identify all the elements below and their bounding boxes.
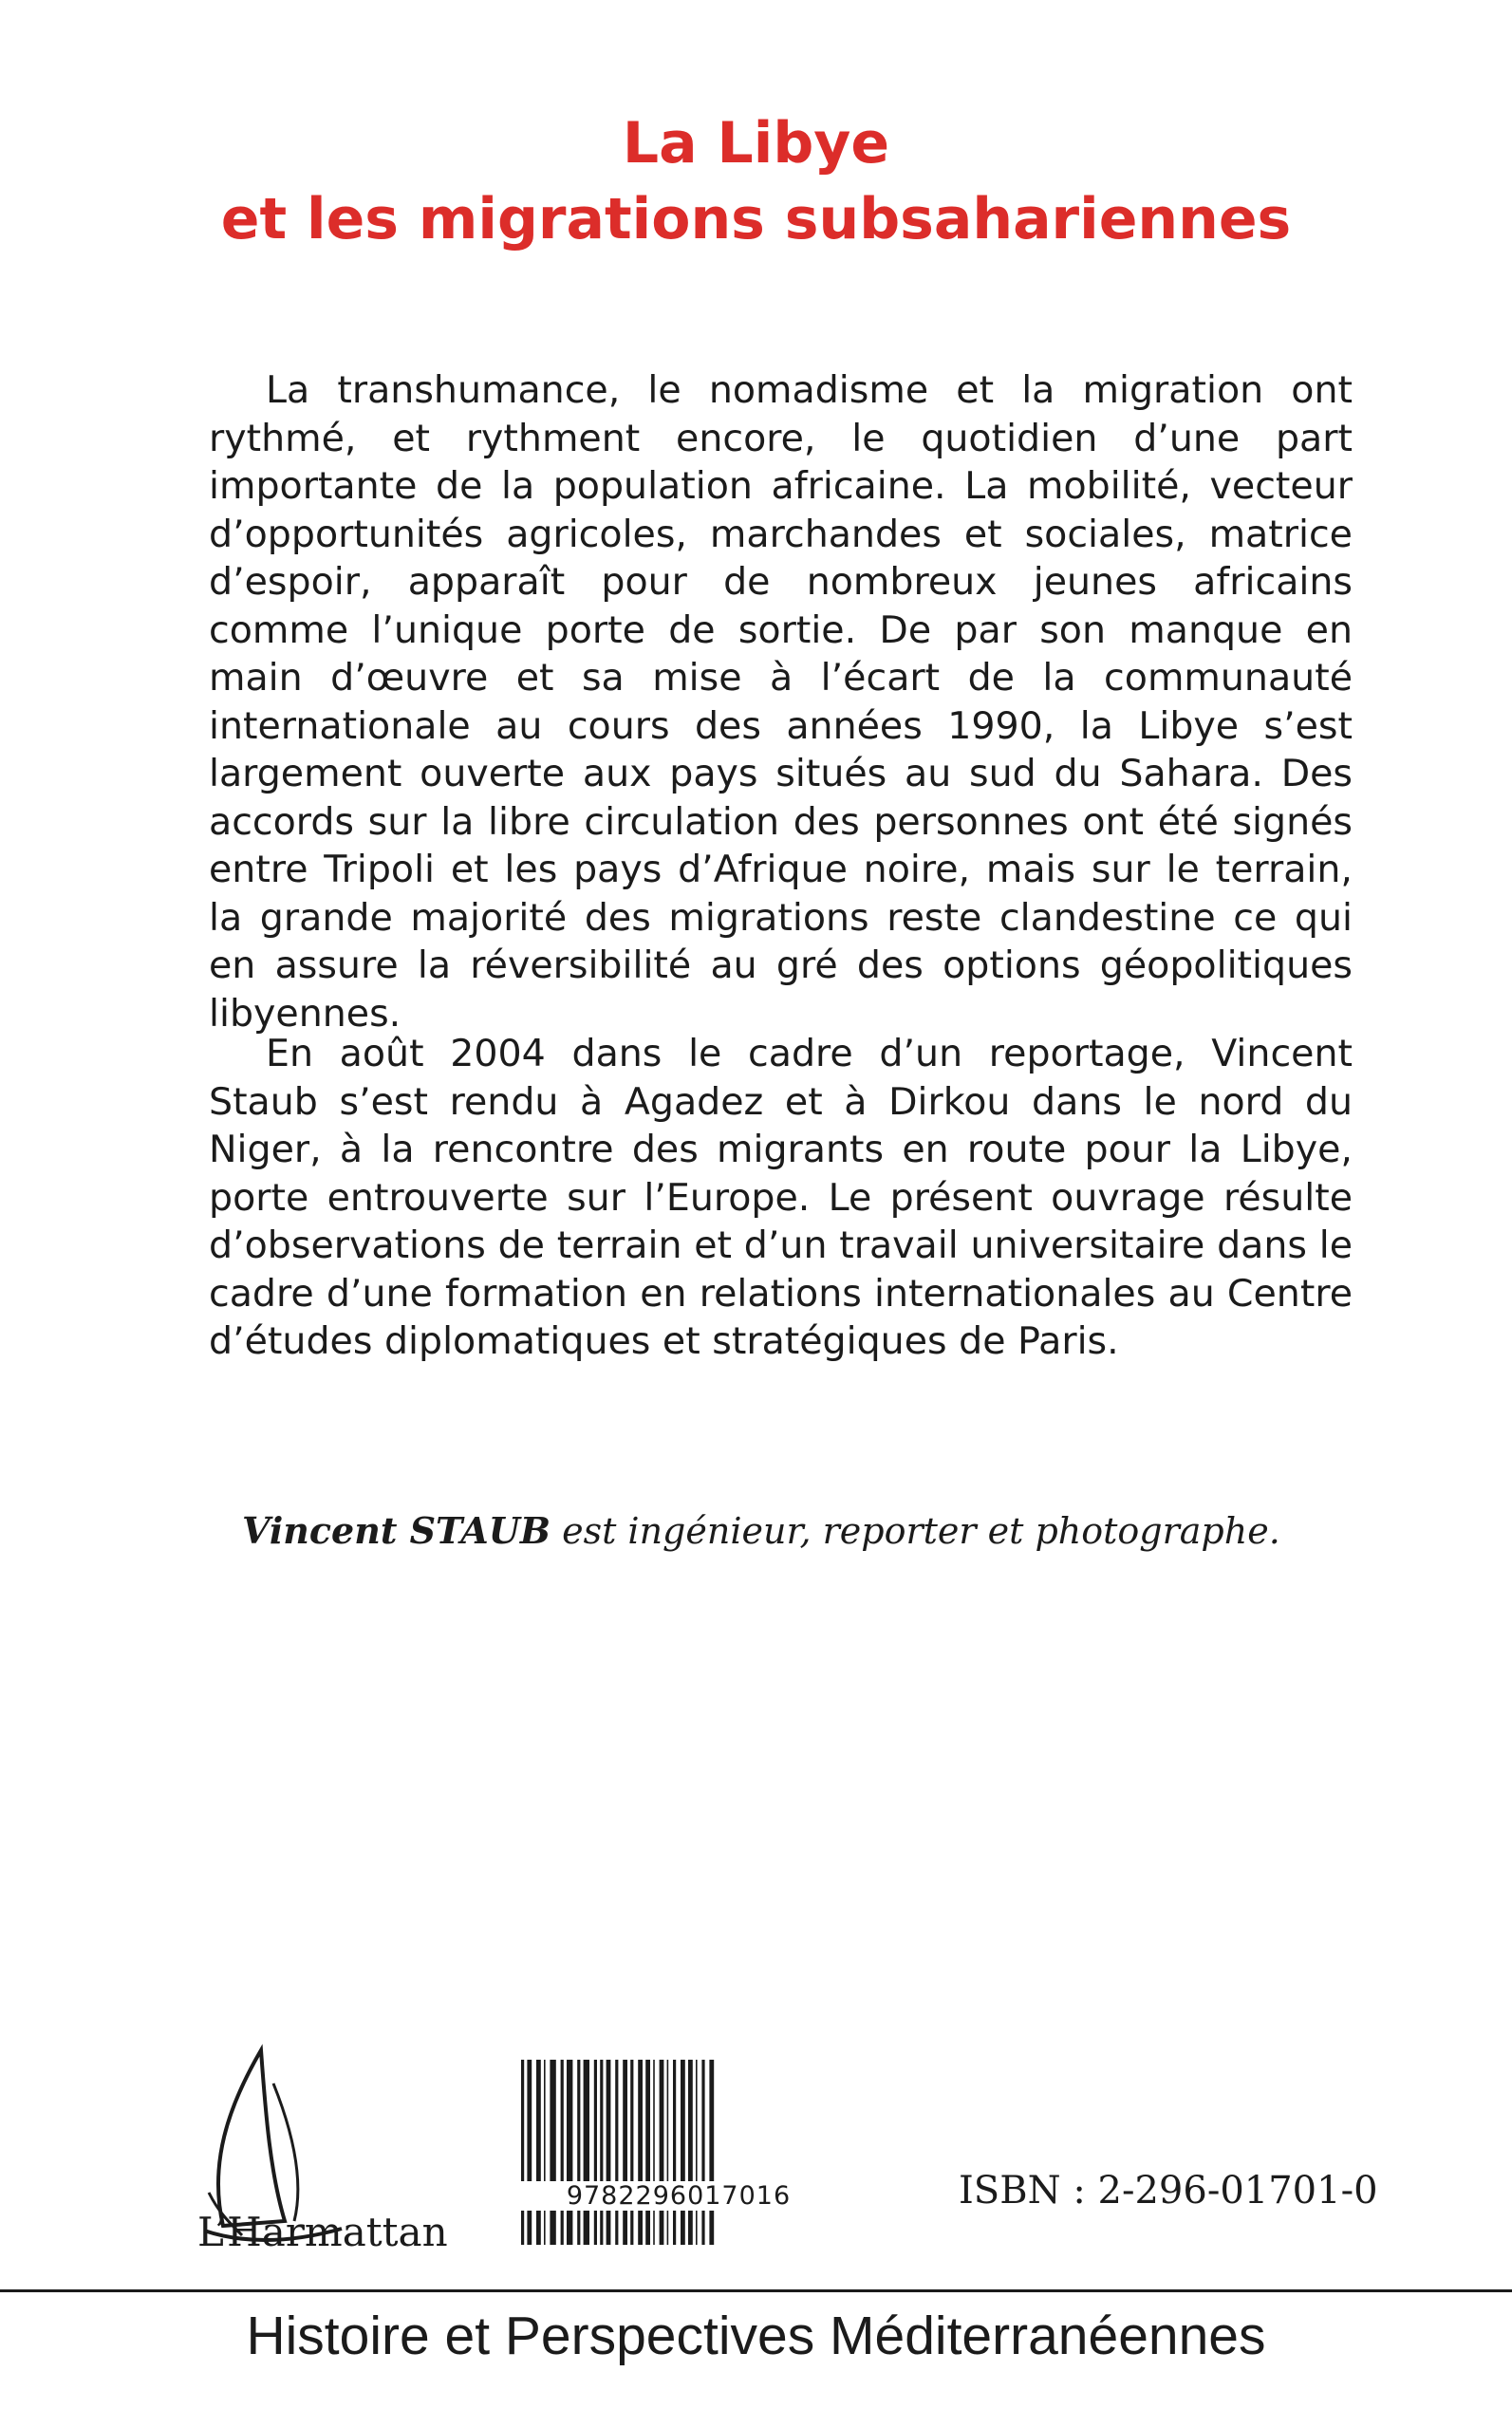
barcode-bar	[615, 2060, 618, 2245]
author-description: est ingénieur, reporter et photographe.	[551, 1510, 1280, 1552]
barcode-bar	[623, 2060, 627, 2245]
barcode-bar	[709, 2060, 714, 2245]
barcode-bar	[653, 2060, 655, 2245]
book-title-line-2: et les migrations subsahariennes	[220, 186, 1292, 252]
summary-paragraph-1: La transhumance, le nomadisme et la migration ont rythmé, et rythment encore, le quotidien d’une part importante de la population africaine. La mobilité, vecteur d’opportunités agricoles, marchandes et sociales, matrice d’espoir, apparaît pour de nombreux jeunes africains comme l’unique porte de sortie. De par son manque en main d’œuvre et sa mise à l’écart de la communauté internationale au cours des années 1990, la Libye s’est largement ouverte aux pays situés au sud du Sahara. Des accords sur la libre circulation des personnes ont été signés entre Tripoli et les pays d’Afrique noire, mais sur le terrain, la grande majorité des migrations reste clandestine ce qui en assure la réversibilité au gré des options géopolitiques libyennes.	[209, 368, 1353, 1036]
barcode-bar	[701, 2060, 704, 2245]
author-name: Vincent STAUB	[242, 1509, 551, 1552]
barcode-bar	[681, 2060, 685, 2245]
barcode-bar	[536, 2060, 541, 2245]
barcode-bar	[550, 2060, 555, 2245]
barcode-bar	[645, 2060, 650, 2245]
barcode-bar	[630, 2060, 633, 2245]
series-title: Histoire et Perspectives Méditerranéennes	[246, 2306, 1266, 2366]
barcode-bar	[521, 2060, 524, 2245]
book-title-line-1: La Libye	[622, 110, 890, 177]
barcode-bar	[638, 2060, 643, 2245]
divider	[0, 2289, 1512, 2292]
author-bio	[242, 1509, 1280, 1552]
barcode-bar	[544, 2060, 546, 2245]
publisher-name: L’Harmattan	[197, 2209, 448, 2255]
barcode-bar	[567, 2060, 572, 2245]
barcode-bar	[584, 2060, 589, 2245]
barcode-bar	[673, 2060, 676, 2245]
barcode	[517, 2060, 840, 2250]
barcode-bar	[696, 2060, 698, 2245]
barcode-bar	[561, 2060, 564, 2245]
barcode-bar	[607, 2060, 611, 2245]
barcode-bar	[667, 2060, 669, 2245]
barcode-bar	[577, 2060, 580, 2245]
barcode-bar	[688, 2060, 693, 2245]
isbn: ISBN : 2-296-01701-0	[959, 2169, 1378, 2213]
barcode-bar	[527, 2060, 532, 2245]
barcode-bar	[660, 2060, 664, 2245]
summary-paragraph-2: En août 2004 dans le cadre d’un reportage, Vincent Staub s’est rendu à Agadez et à Dirkou dans le nord du Niger, à la rencontre des migrants en route pour la Libye, porte entrouverte sur l’Europe. Le présent ouvrage résulte d’observations de terrain et d’un travail universitaire dans le cadre d’une formation en relations internationales au Centre d’études diplomatiques et stratégiques de Paris.	[209, 1032, 1353, 1363]
barcode-number: 9782296017016	[517, 2181, 840, 2211]
barcode-bar	[600, 2060, 603, 2245]
barcode-bar	[594, 2060, 597, 2245]
